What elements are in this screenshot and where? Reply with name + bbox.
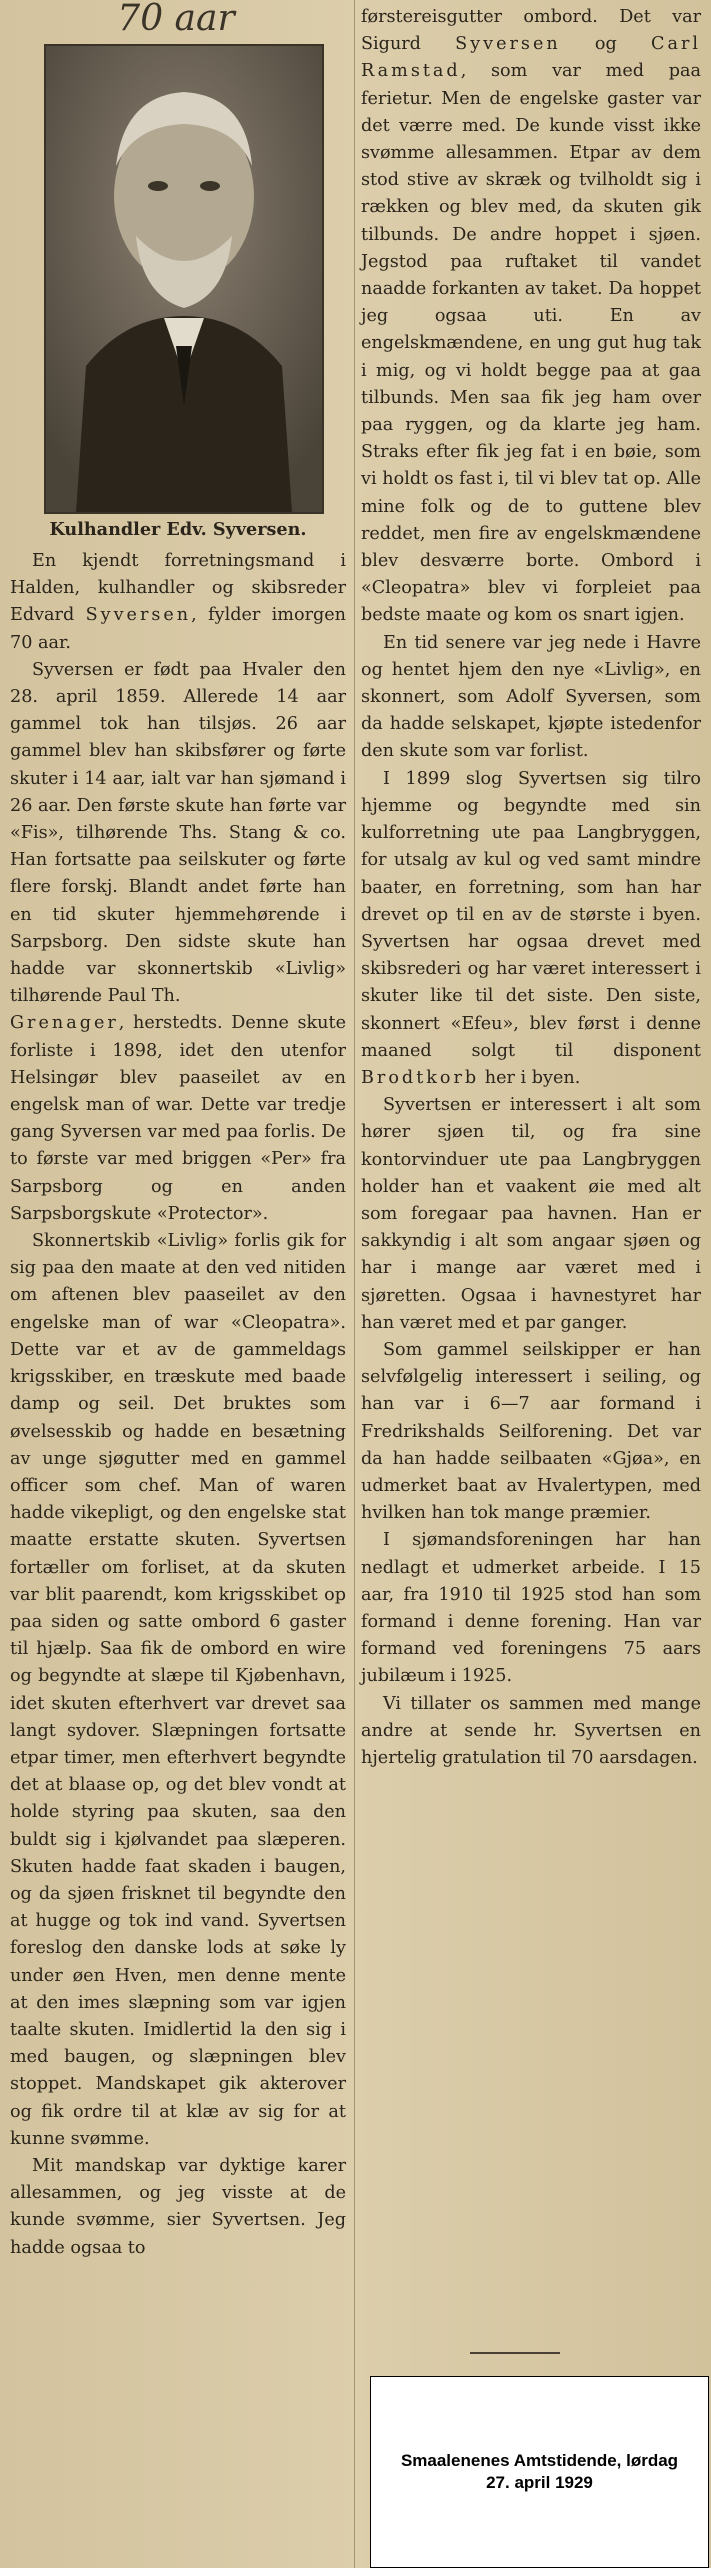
portrait-photo [44,44,324,514]
column-divider [354,0,355,2568]
paragraph: Vi tillater os sammen med mange andre at sende hr. Syvertsen en hjertelig gratulation til 70 aarsdagen. [361,1693,701,1768]
article-heading: 70 aar [117,0,235,39]
spaced-name: Syversen [85,605,192,626]
paragraph: En tid senere var jeg nede i Havre og hentet hjem den nye «Livlig», en skonnert, som Adolf Syversen, som da hadde selskapet, kjøpte istedenfor den skute som var forlist. [361,632,701,762]
article-column-right [361,4,701,1772]
paragraph: I sjømandsforeningen har han nedlagt et udmerket arbeide. I 15 aar, fra 1910 til 1925 stod han som formand i denne forening. Han var formand ved foreningens 75 aars jubilæum i 1925. [361,1530,701,1687]
paragraph: Syvertsen er interessert i alt som hører sjøen til, og fra sine kontorvinduer ute paa Langbryggen holder han et vaakent øie med alt som foregaar paa havnen. Han er sakkyndig i alt som angaar sjøen og har i mange aar været med i sjøretten. Ogsaa i havnestyret har han været med et par ganger. [361,1095,701,1333]
spaced-name: Grenager [10,1013,119,1034]
paragraph: Grenager, herstedts. Denne skute forliste i 1898, idet den utenfor Helsingør blev paaseilet av en engelsk man of war. Dette var tredje gang Syversen var med paa forlis. De to første var med briggen «Per» fra Sarpsborg og en anden Sarpsborgskute «Protector». [10,1013,346,1224]
spaced-name: Syversen [455,34,561,55]
paragraph: førstereisgutter ombord. Det var Sigurd Syversen og Carl Ramstad, som var med paa ferietur. Men de engelske gaster var det værre med. De kunde visst ikke svømme allesammen. Etpar av dem stod stive av skræk og tvilholdt sig i rækken og blev med, da skuten gik tilbunds. De andre hoppet i sjøen. Jegstod paa ruftaket til vandet naadde forkanten av taket. Da hoppet jeg ogsaa uti. En av engelskmændene, en ung gut hug tak i mig, og vi holdt begge paa at gaa tilbunds. Men saa fik jeg ham over paa ryggen, og da klarte jeg ham. Straks efter fik jeg fat i en bøie, som vi holdt os fast i, til vi blev tat op. Alle mine folk og de to guttene blev reddet, men fire av engelskmændene blev desværre borte. Ombord i «Cleopatra» blev vi forpleiet paa bedste maate og kom os snart igjen. [361,7,701,626]
photo-caption: Kulhandler Edv. Syversen. [49,519,307,540]
source-date: 27. april 1929 [486,2473,593,2492]
paragraph: Mit mandskap var dyktige karer allesammen, og jeg visste at de kunde svømme, sier Syvertsen. Jeg hadde ogsaa to [10,2155,346,2258]
spaced-name: Carl Ramstad [361,34,701,82]
article-column-left [10,548,346,2262]
portrait-image [46,46,322,512]
paragraph: En kjendt forretningsmand i Halden, kulhandler og skibsreder Edvard Syversen, fylder imorgen 70 aar. [10,551,346,653]
end-rule [470,2352,560,2354]
paragraph: I 1899 slog Syvertsen sig tilro hjemme og begyndte med sin kulforretning ute paa Langbryggen, for utsalg av kul og ved samt mindre baater, en forretning, som han har drevet op til en av de største i byen. Syvertsen har ogsaa drevet med skibsrederi og har været interessert i skuter like til det siste. Den siste, skonnert «Efeu», blev først i denne maaned solgt til disponent Brodtkorb her i byen. [361,768,701,1088]
paragraph: Skonnertskib «Livlig» forlis gik for sig paa den maate at den ved nitiden om aftenen blev paaseilet av den engelske man of war «Cleopatra». Dette var et av de gammeldags krigsskiber, en træskute med baade damp og seil. Det bruktes som øvelsesskib og hadde en besætning av unge sjøgutter med en gammel officer som chef. Man of waren hadde vikepligt, og den engelske stat maatte erstatte skuten. Syvertsen fortæller om forliset, at da skuten var blit paarendt, kom krigsskibet op paa siden og satte ombord 6 gaster til hjælp. Saa fik de ombord en wire og begyndte at slæpe til Kjøbenhavn, idet skuten efterhvert var drevet saa langt sydover. Slæpningen fortsatte etpar timer, men efterhvert begyndte det at blaase op, og det blev vondt at holde styring paa skuten, saa den buldt sig i kjølvandet paa slæperen. Skuten hadde faat skaden i baugen, og da sjøen frisknet til begyndte den at hugge og tok ind vand. Syvertsen foreslog den danske lods at søke ly under øen Hven, men denne mente at den imes slæpning som var igjen taalte skuten. Imidlertid la den sig i med baugen, og slæpningen blev stoppet. Mandskapet gik akterover og fik ordre til at klæ av sig for at kunne svømme. [10,1231,346,2149]
source-label [370,2376,709,2568]
source-publication: Smaalenenes Amtstidende, lørdag [400,2451,679,2470]
spaced-name: Brodtkorb [361,1067,480,1088]
paragraph: Syversen er født paa Hvaler den 28. april 1859. Allerede 14 aar gammel tok han tilsjøs. 26 aar gammel blev han skibsfører og førte skuter i 14 aar, ialt var han sjømand i 26 aar. Den første skute han førte var «Fis», tilhørende Ths. Stang & co. Han fortsatte paa seilskuter og førte flere forskj. Blandt andet førte han en tid skuter hjemmehørende i Sarpsborg. Den sidste skute han hadde var skonnertskib «Livlig» tilhørende Paul Th. [10,659,346,1007]
paragraph: Som gammel seilskipper er han selvfølgelig interessert i seiling, og han var i 6—7 aar formand i Fredrikshalds Seilforening. Det var da han hadde seilbaaten «Gjøa», en udmerket baat av Hvalertypen, med hvilken han tok mange præmier. [361,1339,701,1524]
